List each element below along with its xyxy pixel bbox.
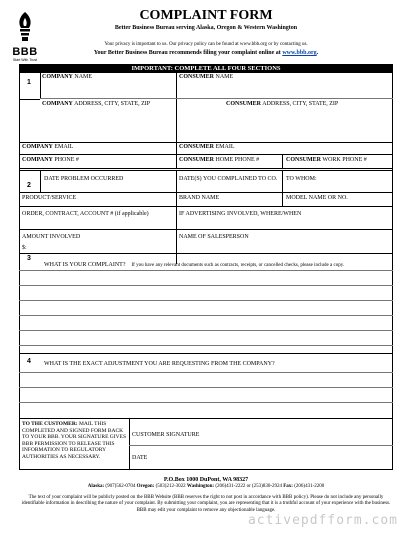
order-contract-label: ORDER, CONTRACT, ACCOUNT # (if applicable) <box>22 211 149 217</box>
complaint-question-hint: If you have any relevant documents such as contracts, receipts, or cancelled checks, please include a copy. <box>131 263 345 268</box>
section-4-number: 4 <box>27 358 31 365</box>
complaint-line[interactable] <box>19 330 393 331</box>
section-1-number-bottom <box>19 99 40 100</box>
company-address-label: COMPANY ADDRESS, CITY, STATE, ZIP <box>42 101 151 107</box>
oregon-phone: (503)212-3022 <box>154 484 187 489</box>
to-whom-divider <box>282 170 283 206</box>
advertising-label: IF ADVERTISING INVOLVED, WHERE/WHEN <box>179 211 302 217</box>
consumer-work-phone-label: CONSUMER WORK PHONE # <box>286 157 367 163</box>
form-title: COMPLAINT FORM <box>139 8 273 23</box>
complaint-line[interactable] <box>19 270 393 271</box>
customer-note-lead: TO THE CUSTOMER: <box>22 421 78 427</box>
consumer-name-label: CONSUMER NAME <box>179 74 234 80</box>
customer-note <box>22 421 126 461</box>
fax-label: Fax: <box>283 484 293 489</box>
complaint-question-label: WHAT IS YOUR COMPLAINT? <box>44 262 126 268</box>
complaint-question <box>44 262 344 269</box>
adjustment-line[interactable] <box>19 372 393 373</box>
date-problem-label: DATE PROBLEM OCCURRED <box>44 176 124 182</box>
company-email-label: COMPANY EMAIL <box>22 144 74 150</box>
company-name-label: COMPANY NAME <box>42 74 93 80</box>
watermark: activepdfform.com <box>247 513 398 528</box>
section-2-top <box>19 168 393 169</box>
bbb-logo-text: BBB <box>12 46 38 58</box>
product-row-top <box>19 192 393 193</box>
dollar-sign-label: $: <box>22 245 27 251</box>
customer-signature-label: CUSTOMER SIGNATURE <box>132 432 200 438</box>
phone-row-top <box>19 154 393 155</box>
order-row-top <box>19 206 393 207</box>
to-whom-label: TO WHOM: <box>286 176 317 182</box>
dates-complained-label: DATE(S) YOU COMPLAINED TO CO. <box>179 176 278 182</box>
bbb-website-link[interactable]: www.bbb.org <box>282 50 317 56</box>
adjustment-line[interactable] <box>19 387 393 388</box>
customer-note-body: MAIL THIS COMPLETED AND SIGNED FORM BACK TO YOUR BBB. YOUR SIGNATURE GIVES BBB PERMISSION TO RELEASE THIS INFORMATION TO REGULATORY AUTHORITIES AS NECESSARY. <box>22 421 126 460</box>
consumer-name-field-line[interactable] <box>176 98 393 99</box>
adjustment-line[interactable] <box>19 402 393 403</box>
recommend-text: Your Better Business Bureau recommends filing your complaint online at <box>93 50 281 56</box>
section-2-center-divider <box>176 170 177 264</box>
consumer-home-phone-label: CONSUMER HOME PHONE # <box>179 157 260 163</box>
section-1-number-divider <box>40 73 41 99</box>
form-subtitle: Better Business Bureau serving Alaska, Oregon & Western Washington <box>114 25 298 31</box>
amount-involved-label: AMOUNT INVOLVED <box>22 234 81 240</box>
consumer-email-label: CONSUMER EMAIL <box>179 144 235 150</box>
company-phone-label: COMPANY PHONE # <box>22 157 79 163</box>
section-2-number-divider <box>40 170 41 192</box>
customer-signature-field-line[interactable] <box>129 445 393 446</box>
privacy-note: Your privacy is important to us. Our privacy policy can be found at www.bbb.org or by contacting us. <box>104 42 308 47</box>
alaska-phone: (907)562-0704 <box>104 484 137 489</box>
footer-disclaimer: The text of your complaint will be publicly posted on the BBB Website (BBB reserves the right to not post in accordance with BBB policy). Please do not include any personally identifiable information in describing the nature of your complaint. By submitting your complaint, you are representing that it is a truthful account of your experience with the business. BBB may edit your complaint to remove any objectionable language. <box>21 495 391 513</box>
amount-row-top <box>19 229 393 230</box>
section-2-top-double <box>19 170 393 171</box>
section-4-top <box>19 353 393 354</box>
signature-block-top <box>19 418 393 419</box>
recommend-end: . <box>316 50 319 56</box>
footer-phones <box>0 484 412 490</box>
bbb-logo-tagline: Start With Trust <box>12 58 38 62</box>
fax-number: (206)431-2200 <box>292 484 325 489</box>
online-recommendation <box>0 50 412 57</box>
section-2-number: 2 <box>27 182 31 189</box>
model-name-label: MODEL NAME OR NO. <box>286 195 348 201</box>
oregon-label: Oregon: <box>136 484 155 489</box>
complaint-line[interactable] <box>19 315 393 316</box>
adjustment-question: WHAT IS THE EXACT ADJUSTMENT YOU ARE REQUESTING FROM THE COMPANY? <box>44 361 275 367</box>
alaska-label: Alaska: <box>87 484 105 489</box>
washington-phone: (206)431-2222 or (253)830-2924 <box>214 484 284 489</box>
section-3-number: 3 <box>27 255 31 262</box>
section-1-number: 1 <box>27 79 31 86</box>
washington-label: Washington: <box>186 484 215 489</box>
footer-address: P.O.Box 1000 DuPont, WA 98327 <box>163 477 249 483</box>
section-3-top <box>19 253 393 254</box>
complaint-line[interactable] <box>19 300 393 301</box>
company-name-field-line[interactable] <box>40 98 176 99</box>
salesperson-label: NAME OF SALESPERSON <box>179 234 249 240</box>
important-banner: IMPORTANT: COMPLETE ALL FOUR SECTIONS <box>19 64 393 73</box>
date-label: DATE <box>132 455 148 461</box>
brand-name-label: BRAND NAME <box>179 195 220 201</box>
complaint-line[interactable] <box>19 285 393 286</box>
email-row-top <box>19 142 393 143</box>
signature-block-divider <box>129 418 130 470</box>
consumer-address-label: CONSUMER ADDRESS, CITY, STATE, ZIP <box>226 101 339 107</box>
phone-divider <box>282 154 283 168</box>
complaint-line[interactable] <box>19 345 393 346</box>
product-service-label: PRODUCT/SERVICE <box>22 195 77 201</box>
